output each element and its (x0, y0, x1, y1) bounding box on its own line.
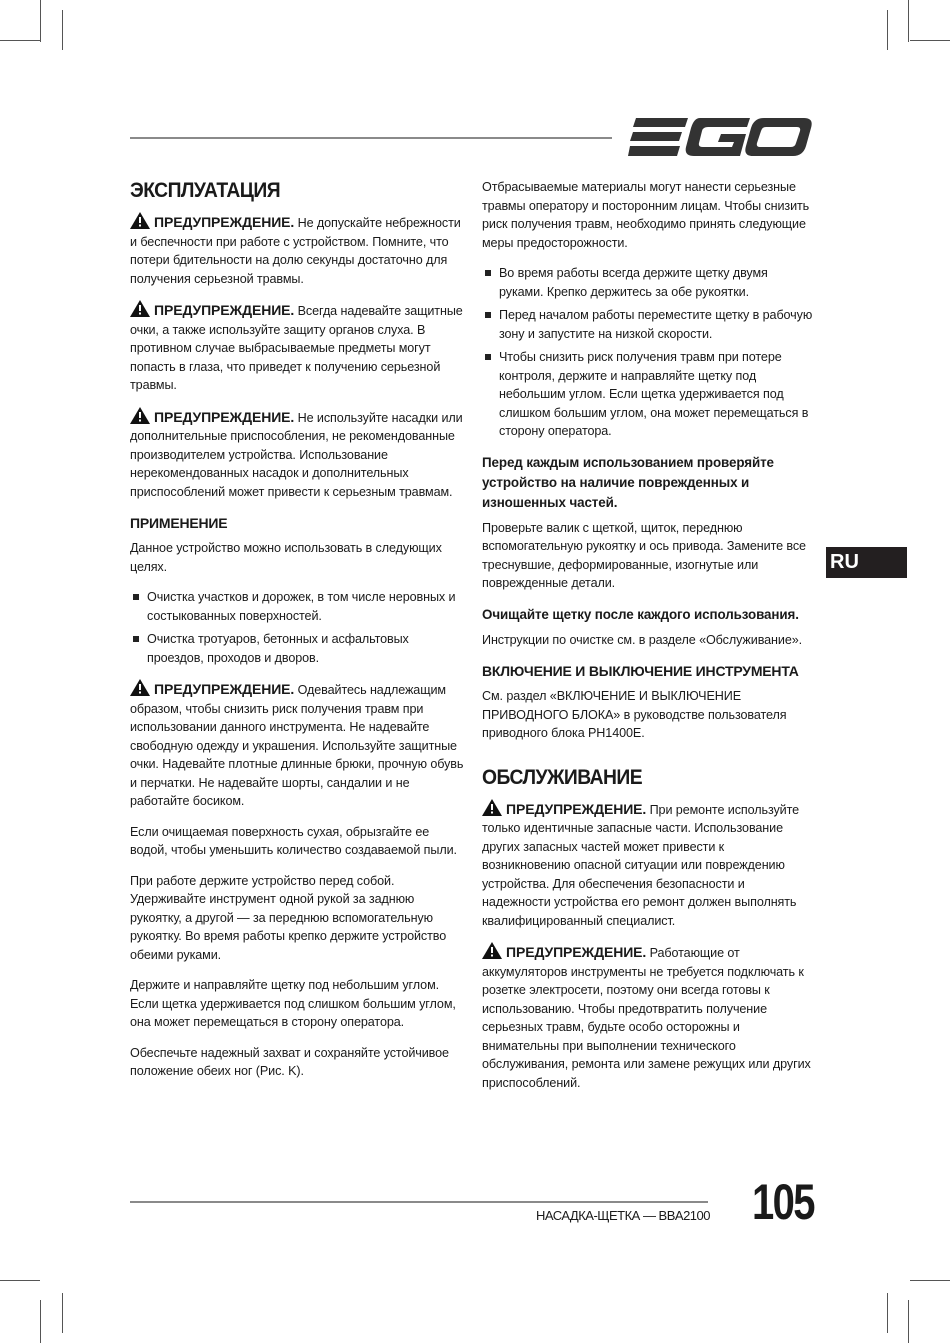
paragraph: См. раздел «ВКЛЮЧЕНИЕ И ВЫКЛЮЧЕНИЕ ПРИВОДНОГО БЛОКА» в руководстве пользователя приводного блока PH1400E. (482, 689, 787, 740)
paragraph: Отбрасываемые материалы могут нанести серьезные травмы оператору и посторонним лицам. Чтобы снизить риск получения травм, необходимо принять следующие меры предосторожности. (482, 180, 810, 250)
on-off-heading: ВКЛЮЧЕНИЕ И ВЫКЛЮЧЕНИЕ ИНСТРУМЕНТА (482, 663, 799, 679)
crop-mark (887, 1293, 888, 1333)
warning-icon (482, 799, 502, 816)
crop-mark (40, 0, 41, 42)
header-rule (130, 137, 612, 139)
warning-icon (482, 942, 502, 959)
paragraph: Держите и направляйте щетку под небольшим углом. Если щетка удерживается под слишком большим углом, она может перемещаться в сторону оператора. (130, 978, 456, 1029)
precautions-list (482, 264, 814, 441)
crop-mark (40, 1300, 41, 1343)
bullet-icon (485, 270, 491, 276)
crop-mark (0, 1280, 40, 1281)
check-heading: Перед каждым использованием проверяйте устройство на наличие поврежденных и изношенных частей. (482, 454, 774, 510)
usage-text: Данное устройство можно использовать в следующих целях. (130, 541, 442, 574)
paragraph: Если очищаемая поверхность сухая, обрызгайте ее водой, чтобы уменьшить количество создаваемой пыли. (130, 824, 457, 857)
list-item: Очистка тротуаров, бетонных и асфальтовых проездов, проходов и дворов. (130, 630, 465, 667)
warning-icon (130, 300, 150, 317)
warning-label: ПРЕДУПРЕЖДЕНИЕ. (506, 944, 647, 960)
list-item: Во время работы всегда держите щетку двумя руками. Крепко держитесь за обе рукоятки. (482, 264, 814, 301)
warning-icon (130, 212, 150, 229)
warning-label: ПРЕДУПРЕЖДЕНИЕ. (154, 681, 295, 697)
warning-icon (130, 679, 150, 696)
crop-mark (908, 0, 909, 42)
crop-mark (910, 40, 950, 41)
language-tab: RU (826, 547, 907, 578)
warning-clothing (130, 679, 465, 811)
warning-text: Работающие от аккумуляторов инструменты не требуется подключать к розетке электросети, поэтому они всегда готовы к использованию. Чтобы предотвратить получение серьезных травм, будьте особо осторожны и внимательны при выполнении технического обслуживания, ремонта или замене режущих или других приспособлений. (482, 946, 811, 1090)
right-column (482, 178, 814, 1104)
paragraph: Обеспечьте надежный захват и сохраняйте устойчивое положение обеих ног (Рис. K). (130, 1045, 449, 1078)
ego-logo (628, 116, 812, 158)
paragraph: Проверьте валик с щеткой, щиток, переднюю вспомогательную рукоятку и ось привода. Замените все треснувшие, деформированные, изогнутые или поврежденные детали. (482, 520, 806, 590)
bullet-icon (485, 354, 491, 360)
warning-icon (130, 407, 150, 424)
list-item: Очистка участков и дорожек, в том числе неровных и состыкованных поверхностей. (130, 588, 465, 625)
list-item: Перед началом работы переместите щетку в рабочую зону и запустите на низкой скорости. (482, 306, 814, 343)
warning-label: ПРЕДУПРЕЖДЕНИЕ. (154, 214, 295, 230)
warning-text: Одевайтесь надлежащим образом, чтобы снизить риск получения травм при использовании данного инструмента. Не надевайте свободную одежду и украшения. Используйте защитные очки. Надевайте плотные длинные брюки, прочную обувь и перчатки. Не надевайте шорты, сандалии и не работайте босиком. (130, 683, 464, 808)
warning-text: Не используйте насадки или дополнительные приспособления, не рекомендованные производителем устройства. Использование нерекомендованных насадок и дополнительных приспособлений может привести к серьезным травмам. (130, 410, 463, 499)
clean-heading: Очищайте щетку после каждого использования. (482, 606, 799, 622)
service-heading: ОБСЛУЖИВАНИЕ (482, 765, 643, 789)
warning-label: ПРЕДУПРЕЖДЕНИЕ. (506, 800, 647, 817)
list-item: Чтобы снизить риск получения травм при потере контроля, держите и направляйте щетку под небольшим углом. Если щетка удерживается под слишком большим углом, она может перемещаться в сторону оператора. (482, 348, 814, 441)
paragraph: При работе держите устройство перед собой. Удерживайте инструмент одной рукой за заднюю рукоятку, а другой — за переднюю вспомогательную рукоятку. Во время работы крепко держите устройство обеими руками. (130, 873, 447, 962)
paragraph: Инструкции по очистке см. в разделе «Обслуживание». (482, 632, 803, 647)
crop-mark (62, 10, 63, 50)
warning-label: ПРЕДУПРЕЖДЕНИЕ. (154, 302, 295, 318)
crop-mark (910, 1280, 950, 1281)
warning-attachments (130, 407, 465, 502)
bullet-icon (485, 312, 491, 318)
page-number: 105 (752, 1174, 814, 1230)
crop-mark (887, 10, 888, 50)
usage-heading: ПРИМЕНЕНИЕ (130, 515, 228, 531)
warning-careless (130, 212, 465, 288)
crop-mark (62, 1293, 63, 1333)
warning-eye-protection (130, 300, 465, 395)
bullet-icon (133, 636, 139, 642)
crop-mark (908, 1300, 909, 1343)
operation-heading: ЭКСПЛУАТАЦИЯ (130, 179, 281, 202)
warning-text: При ремонте используйте только идентичные запасные части. Использование других запасных частей может привести к возникновению опасной ситуации или повреждению устройства. Для обеспечения безопасности и надежности устройства его ремонт должен выполнять квалифицированный специалист. (482, 802, 800, 928)
bullet-icon (133, 594, 139, 600)
footer-product: НАСАДКА-ЩЕТКА — BBA2100 (535, 1208, 710, 1223)
warning-text: Не допускайте небрежности и беспечности при работе с устройством. Помните, что потери бдительности на долю секунды достаточно для получения серьезной травмы. (130, 216, 461, 286)
left-column (130, 178, 465, 1093)
warning-spare-parts (482, 799, 814, 931)
crop-mark (0, 40, 40, 41)
warning-label: ПРЕДУПРЕЖДЕНИЕ. (154, 408, 295, 425)
footer-rule (130, 1201, 708, 1203)
warning-text: Всегда надевайте защитные очки, а также используйте защиту органов слуха. В противном случае выбрасываемые предметы могут попасть в глаза, что приведет к получению серьезной травмы. (130, 304, 463, 392)
usage-list (130, 588, 465, 667)
warning-battery-tools (482, 942, 814, 1092)
